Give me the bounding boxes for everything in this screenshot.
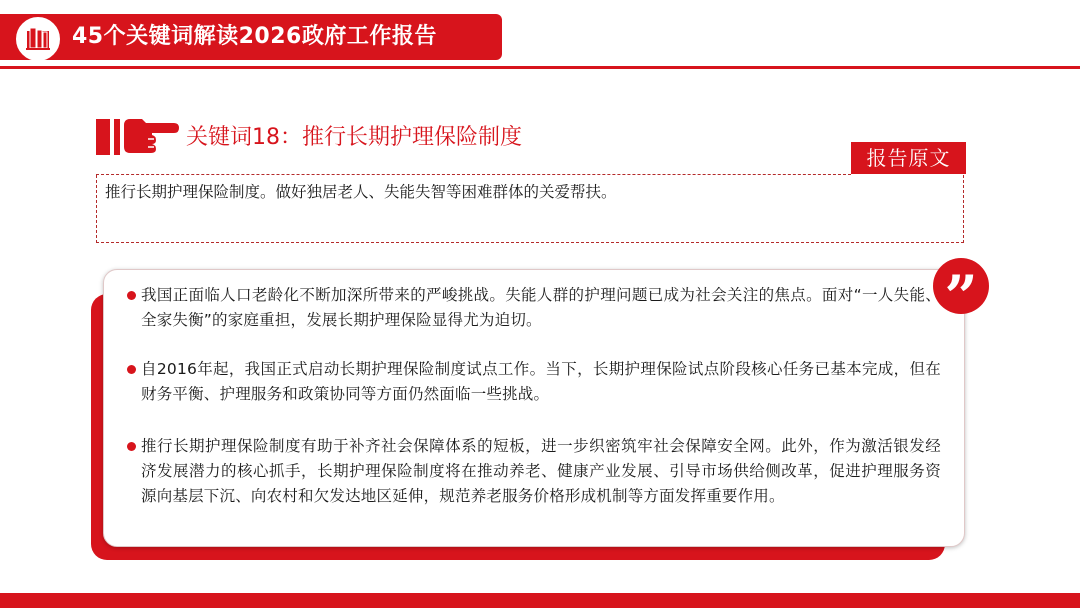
report-text: 推行长期护理保险制度。做好独居老人、失能失智等困难群体的关爱帮扶。 <box>105 183 617 201</box>
pointing-hand-icon <box>96 117 180 161</box>
footer-bar <box>0 593 1080 608</box>
page-title: 45个关键词解读2026政府工作报告 <box>72 24 437 49</box>
analysis-paragraph-1: 我国正面临人口老龄化不断加深所带来的严峻挑战。失能人群的护理问题已成为社会关注的焦点。面对“一人失能、全家失衡”的家庭重担，发展长期护理保险显得尤为迫切。 <box>141 286 941 329</box>
keyword-heading: 关键词18：推行长期护理保险制度 <box>186 125 522 150</box>
books-icon <box>16 17 60 61</box>
header-divider <box>0 66 1080 69</box>
analysis-paragraph-2: 自2016年起，我国正式启动长期护理保险制度试点工作。当下，长期护理保险试点阶段核心任务已基本完成，但在财务平衡、护理服务和政策协同等方面仍然面临一些挑战。 <box>141 360 941 403</box>
bullet-icon <box>127 442 136 451</box>
analysis-paragraph-3: 推行长期护理保险制度有助于补齐社会保障体系的短板，进一步织密筑牢社会保障安全网。此外，作为激活银发经济发展潜力的核心抓手，长期护理保险制度将在推动养老、健康产业发展、引导市场供给侧改革，促进护理服务资源向基层下沉、向农村和欠发达地区延伸，规范养老服务价格形成机制等方面发挥重要作用。 <box>141 437 941 505</box>
quote-mark-glyph: ” <box>944 263 978 331</box>
report-original-tag: 报告原文 <box>851 142 966 174</box>
bullet-icon <box>127 365 136 374</box>
quote-mark-icon <box>933 258 989 331</box>
bullet-icon <box>127 291 136 300</box>
